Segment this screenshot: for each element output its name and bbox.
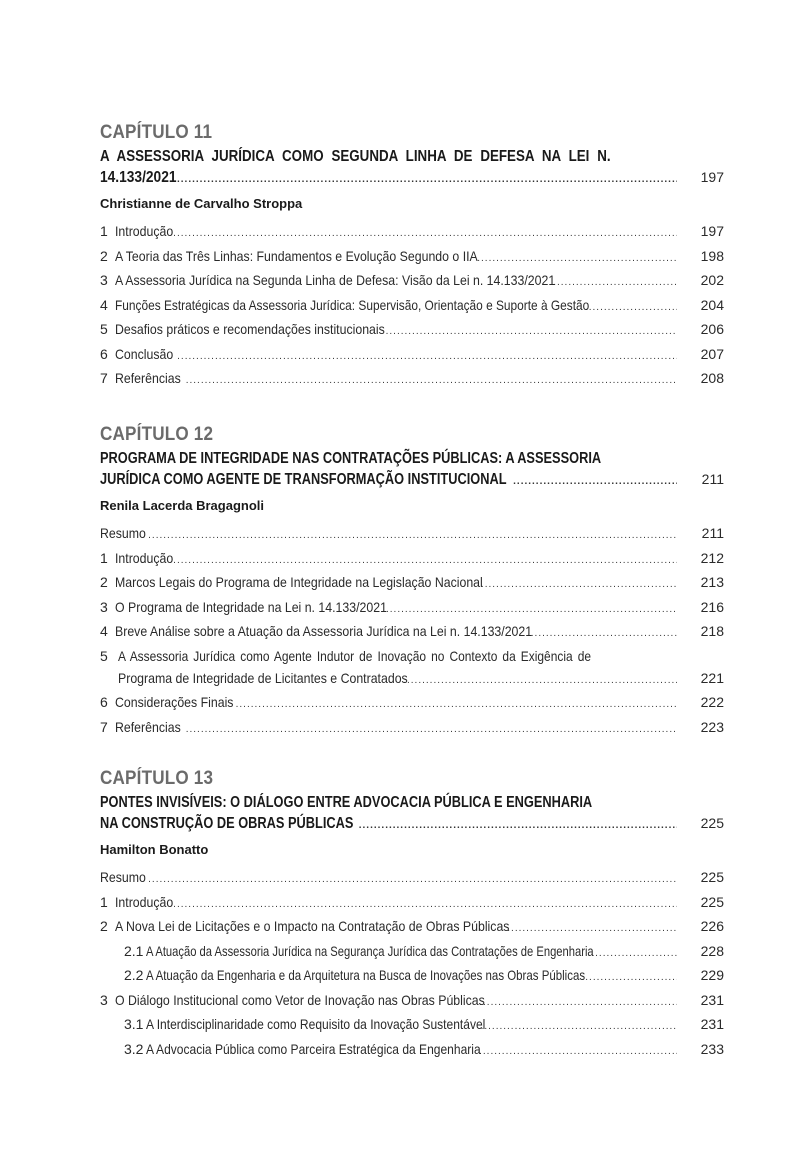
leader-dots: [173, 899, 677, 910]
toc-entry[interactable]: [100, 719, 724, 744]
chapter-11: [100, 121, 724, 395]
page-number: 225: [700, 893, 724, 910]
toc-entry[interactable]: [100, 321, 724, 346]
toc-entry[interactable]: [100, 992, 724, 1017]
leader-dots: [148, 530, 677, 541]
entry-number: 4: [100, 296, 108, 313]
chapter-label: CAPÍTULO 13: [100, 768, 214, 789]
page-number: 231: [700, 1016, 724, 1032]
entry-title: O Diálogo Institucional como Vetor de Inovação nas Obras Públicas: [115, 991, 485, 1008]
leader-dots: [173, 228, 677, 239]
entry-number: 4: [100, 623, 108, 639]
entry-number: 2: [100, 574, 108, 590]
entry-title: A Interdisciplinaridade como Requisito da Inovação Sustentável: [146, 1016, 486, 1032]
leader-dots: [186, 724, 677, 735]
entry-title: A Nova Lei de Licitações e o Impacto na Contratação de Obras Públicas: [115, 918, 510, 934]
page-number: 228: [700, 942, 724, 959]
entry-title: Desafios práticos e recomendações institucionais: [115, 321, 385, 337]
leader-dots: [581, 972, 677, 983]
entry-number: 3: [100, 991, 108, 1008]
chapter-title: [100, 145, 724, 169]
page-number: 211: [701, 525, 724, 541]
chapter-title-row[interactable]: [100, 471, 724, 495]
entry-title: A Atuação da Assessoria Jurídica na Segurança Jurídica das Contratações de Engenharia: [146, 942, 594, 959]
entry-number: 1: [100, 223, 108, 239]
entry-title: Conclusão: [115, 345, 174, 362]
chapter-label: CAPÍTULO 12: [100, 424, 214, 445]
toc-subentry[interactable]: [100, 1016, 724, 1041]
leader-dots: [148, 874, 677, 885]
page-number: 218: [700, 623, 724, 639]
entry-list: [100, 223, 724, 395]
chapter-title-row[interactable]: [100, 815, 724, 839]
entry-title: Introdução: [115, 223, 174, 239]
toc-entry[interactable]: [100, 525, 724, 550]
page-number: 223: [700, 718, 724, 735]
page-number: 231: [700, 991, 724, 1008]
entry-title: Programa de Integridade de Licitantes e Contratados: [118, 669, 408, 686]
entry-title: Referências: [115, 718, 181, 735]
entry-number: 3: [100, 272, 108, 288]
chapter-author: Hamilton Bonatto: [100, 842, 209, 857]
toc-entry[interactable]: [100, 272, 724, 297]
leader-dots: [177, 174, 677, 185]
leader-dots: [477, 253, 677, 264]
leader-dots: [359, 820, 677, 831]
page-number: 204: [700, 296, 724, 313]
page-number: 226: [700, 918, 724, 934]
entry-number: 6: [100, 694, 108, 710]
entry-title: Breve Análise sobre a Atuação da Assessoria Jurídica na Lei n. 14.133/2021: [115, 623, 533, 639]
entry-title: Resumo: [100, 869, 146, 885]
toc-entry[interactable]: [100, 550, 724, 575]
page-number: 197: [700, 169, 724, 185]
entry-title: A Assessoria Jurídica como Agente Indutor de Inovação no Contexto da Exigência de: [118, 647, 592, 664]
leader-dots: [186, 375, 677, 386]
page-number: 222: [700, 694, 724, 710]
entry-title: Marcos Legais do Programa de Integridade na Legislação Nacional: [115, 574, 483, 590]
entry-title: A Advocacia Pública como Parceira Estratégica da Engenharia: [146, 1040, 481, 1057]
entry-number: 7: [100, 370, 108, 386]
entry-title: Considerações Finais: [115, 694, 234, 710]
chapter-12: [100, 423, 724, 743]
toc-entry[interactable]: [100, 894, 724, 919]
leader-dots: [588, 948, 677, 959]
chapter-title-line: PROGRAMA DE INTEGRIDADE NAS CONTRATAÇÕES PÚBLICAS: A ASSESSORIA: [100, 450, 602, 467]
page-number: 207: [700, 345, 724, 362]
leader-dots: [236, 699, 677, 710]
toc-entry[interactable]: [100, 574, 724, 599]
leader-dots: [513, 476, 677, 487]
chapter-author: Christianne de Carvalho Stroppa: [100, 196, 303, 211]
toc-subentry[interactable]: [100, 943, 724, 968]
page-number: 211: [701, 471, 724, 487]
page-number: 233: [700, 1040, 724, 1057]
page-number: 197: [700, 223, 724, 239]
entry-number: 7: [100, 718, 108, 735]
leader-dots: [479, 997, 677, 1008]
leader-dots: [386, 326, 677, 337]
entry-number: 1: [100, 549, 108, 566]
chapter-13: [100, 767, 724, 1065]
leader-dots: [481, 579, 677, 590]
entry-number: 3: [100, 598, 108, 615]
toc-entry[interactable]: [100, 248, 724, 273]
leader-dots: [173, 555, 677, 566]
entry-number: 2.1: [124, 942, 144, 959]
toc-entry[interactable]: [100, 346, 724, 371]
toc-entry[interactable]: [100, 297, 724, 322]
entry-number: 2: [100, 918, 108, 934]
entry-number: 5: [100, 647, 108, 664]
toc-entry[interactable]: [100, 223, 724, 248]
leader-dots: [479, 1046, 677, 1057]
chapter-title-row[interactable]: [100, 169, 724, 193]
chapter-title: [100, 447, 724, 471]
page-number: 213: [700, 574, 724, 590]
page-number: 225: [700, 815, 724, 831]
toc-subentry[interactable]: [100, 1041, 724, 1066]
chapter-title-line: 14.133/2021: [100, 169, 177, 186]
toc-entry[interactable]: [100, 623, 724, 648]
leader-dots: [585, 302, 677, 313]
toc-entry[interactable]: [100, 648, 724, 695]
entry-number: 5: [100, 321, 108, 337]
entry-list: [100, 525, 724, 743]
toc-entry[interactable]: [100, 869, 724, 894]
entry-number: 3.1: [124, 1016, 144, 1032]
entry-title: Funções Estratégicas da Assessoria Jurídica: Supervisão, Orientação e Suporte à Gestão: [115, 296, 590, 313]
page-number: 225: [700, 869, 724, 885]
toc-entry[interactable]: [100, 694, 724, 719]
toc-entry[interactable]: [100, 370, 724, 395]
page-number: 206: [700, 321, 724, 337]
entry-title: O Programa de Integridade na Lei n. 14.133/2021: [115, 598, 387, 615]
entry-title: Introdução: [115, 893, 174, 910]
chapter-title-line: NA CONSTRUÇÃO DE OBRAS PÚBLICAS: [100, 815, 354, 832]
leader-dots: [386, 604, 677, 615]
leader-dots: [403, 675, 677, 686]
chapter-title-line: PONTES INVISÍVEIS: O DIÁLOGO ENTRE ADVOCACIA PÚBLICA E ENGENHARIA: [100, 794, 593, 811]
entry-list: [100, 869, 724, 1065]
page-number: 212: [700, 549, 724, 566]
entry-number: 3.2: [124, 1040, 144, 1057]
entry-title: A Atuação da Engenharia e da Arquitetura na Busca de Inovações nas Obras Públicas: [146, 967, 586, 983]
entry-number: 1: [100, 893, 108, 910]
page-number: 208: [700, 370, 724, 386]
leader-dots: [553, 277, 677, 288]
entry-number: 2: [100, 247, 108, 264]
page-number: 216: [700, 598, 724, 615]
page-number: 229: [700, 967, 724, 983]
toc-entry[interactable]: [100, 918, 724, 943]
chapter-label: CAPÍTULO 11: [100, 122, 213, 143]
leader-dots: [481, 1021, 677, 1032]
page-number: 221: [700, 669, 724, 686]
page-number: 202: [700, 272, 724, 288]
leader-dots: [527, 628, 677, 639]
leader-dots: [507, 923, 677, 934]
entry-title: A Teoria das Três Linhas: Fundamentos e Evolução Segundo o IIA: [115, 247, 478, 264]
entry-title: Introdução: [115, 549, 174, 566]
chapter-title-line: A ASSESSORIA JURÍDICA COMO SEGUNDA LINHA DE DEFESA NA LEI N.: [100, 148, 611, 165]
chapter-title: [100, 791, 724, 815]
chapter-title-line: JURÍDICA COMO AGENTE DE TRANSFORMAÇÃO INSTITUCIONAL: [100, 471, 507, 488]
chapter-author: Renila Lacerda Bragagnoli: [100, 498, 264, 513]
toc-subentry[interactable]: [100, 967, 724, 992]
leader-dots: [177, 351, 677, 362]
entry-title: Resumo: [100, 525, 146, 541]
toc-entry[interactable]: [100, 599, 724, 624]
entry-number: 2.2: [124, 967, 144, 983]
entry-title: Referências: [115, 370, 181, 386]
page-number: 198: [700, 247, 724, 264]
entry-number: 6: [100, 345, 108, 362]
entry-title: A Assessoria Jurídica na Segunda Linha de Defesa: Visão da Lei n. 14.133/2021: [115, 272, 556, 288]
